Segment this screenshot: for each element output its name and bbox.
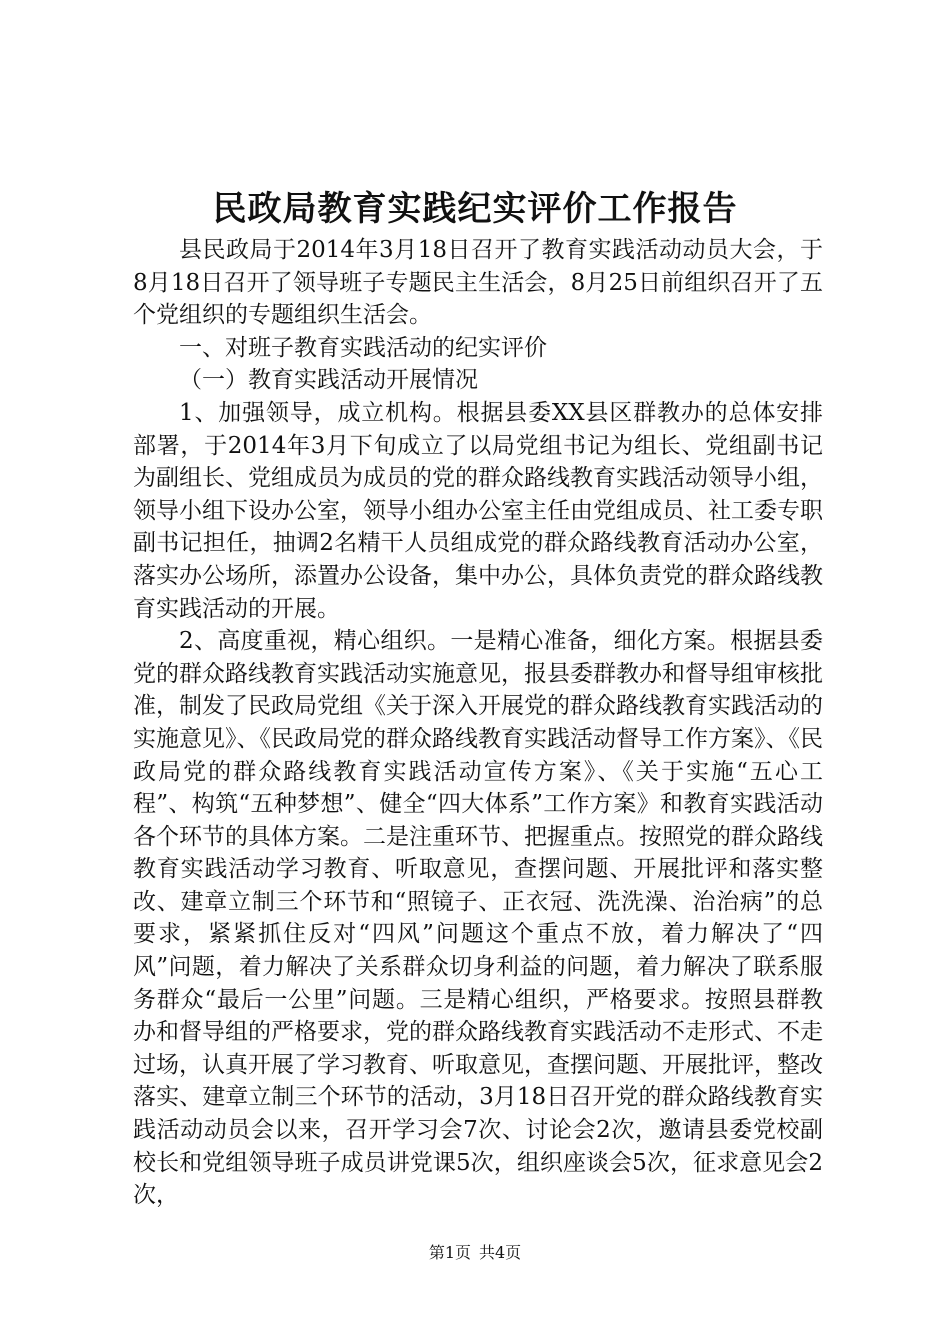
paragraph-leadership: 1、加强领导，成立机构。根据县委XX县区群教办的总体安排部署，于2014年3月下旬成立了以局党组书记为组长、党组副书记为副组长、党组成员为成员的党的群众路线教育实践活动领导小组，领导小组下设办公室，领导小组办公室主任由党组成员、社工委专职副书记担任，抽调2名精干人员组成党的群众路线教育活动办公室，落实办公场所，添置办公设备，集中办公，具体负责党的群众路线教育实践活动的开展。 bbox=[133, 399, 823, 622]
page-total: 共4页 bbox=[479, 1243, 522, 1262]
subsection-heading: （一）教育实践活动开展情况 bbox=[179, 367, 478, 394]
page-footer bbox=[0, 1243, 950, 1263]
document-title: 民政局教育实践纪实评价工作报告 bbox=[212, 189, 738, 229]
page-number: 第1页 bbox=[428, 1243, 471, 1262]
section-heading: 一、对班子教育实践活动的纪实评价 bbox=[179, 334, 547, 361]
document-body bbox=[133, 234, 823, 1212]
paragraph-organization: 2、高度重视，精心组织。一是精心准备，细化方案。根据县委党的群众路线教育实践活动实施意见，报县委群教办和督导组审核批准，制发了民政局党组《关于深入开展党的群众路线教育实践活动的实施意见》、《民政局党的群众路线教育实践活动督导工作方案》、《民政局党的群众路线教育实践活动宣传方案》、《关于实施“五心工程”、构筑“五种梦想”、健全“四大体系”工作方案》和教育实践活动各个环节的具体方案。二是注重环节、把握重点。按照党的群众路线教育实践活动学习教育、听取意见，查摆问题、开展批评和落实整改、建章立制三个环节和“照镜子、正衣冠、洗洗澡、治治病”的总要求，紧紧抓住反对“四风”问题这个重点不放，着力解决了“四风”问题，着力解决了关系群众切身利益的问题，着力解决了联系服务群众“最后一公里”问题。三是精心组织，严格要求。按照县群教办和督导组的严格要求，党的群众路线教育实践活动不走形式、不走过场，认真开展了学习教育、听取意见，查摆问题、开展批评，整改落实、建章立制三个环节的活动，3月18日召开党的群众路线教育实践活动动员会以来，召开学习会7次、讨论会2次，邀请县委党校副校长和党组领导班子成员讲党课5次，组织座谈会5次，征求意见会2次， bbox=[133, 628, 823, 1209]
paragraph-intro: 县民政局于2014年3月18日召开了教育实践活动动员大会，于8月18日召开了领导班子专题民主生活会，8月25日前组织召开了五个党组织的专题组织生活会。 bbox=[133, 237, 823, 329]
